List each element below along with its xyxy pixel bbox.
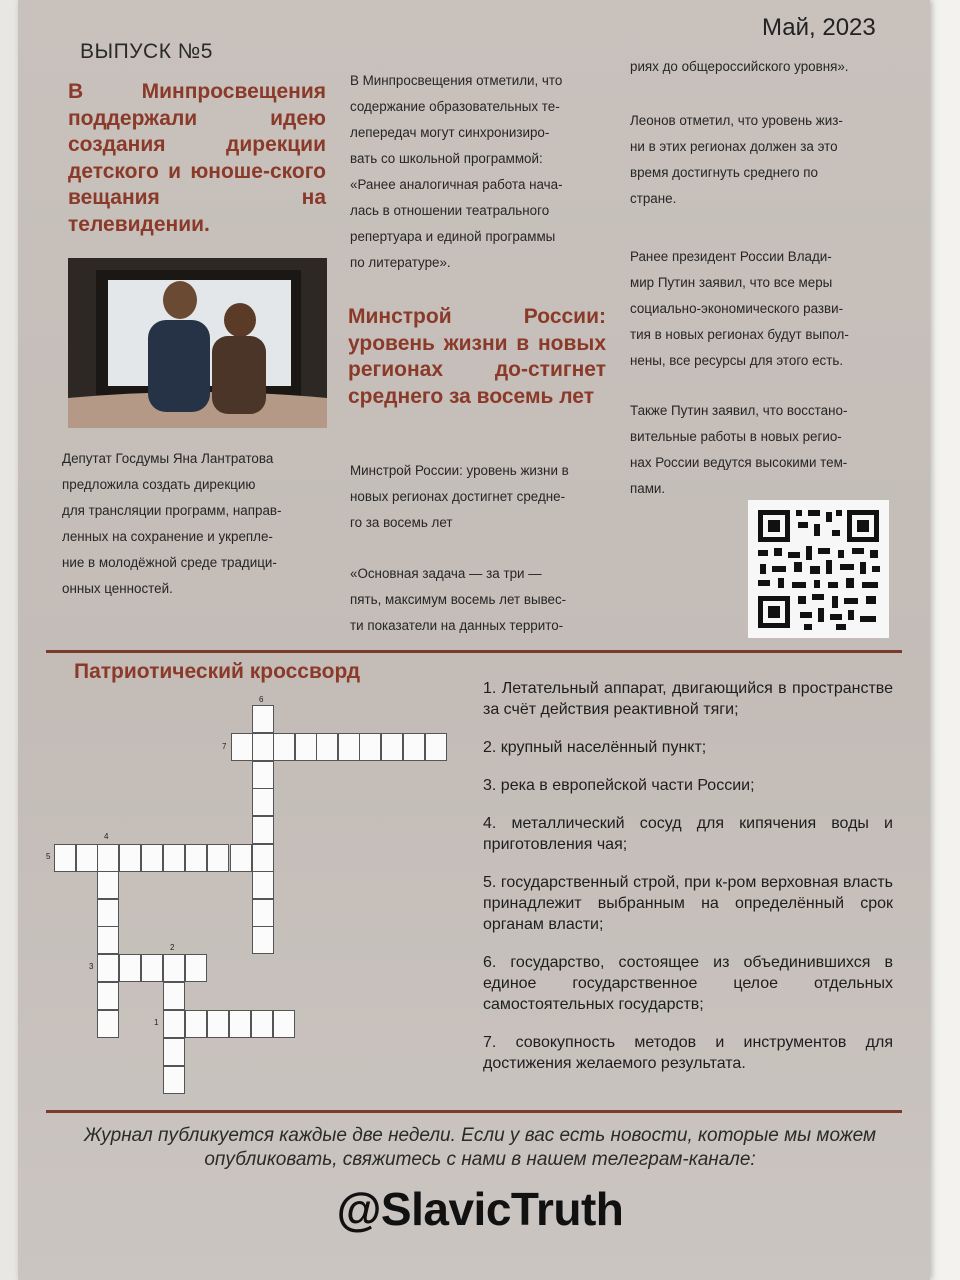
issue-number: ВЫПУСК №5 xyxy=(80,40,213,63)
crossword-cell[interactable] xyxy=(252,733,274,761)
crossword-cell[interactable] xyxy=(273,1010,295,1038)
crossword-cell[interactable] xyxy=(231,733,253,761)
lead-line: ние в молодёжной среде традици- xyxy=(62,555,277,570)
crossword-cell[interactable] xyxy=(316,733,338,761)
clue-2: 2. крупный населённый пункт; xyxy=(483,739,707,756)
footer-note: Журнал публикуется каждые две недели. Если у вас есть новости, которые мы можем опубликовать, свяжитесь с нами в нашем телеграм-канале: xyxy=(83,1125,877,1170)
issue-date: Май, 2023 xyxy=(762,14,876,41)
crossword-cell[interactable] xyxy=(252,899,274,927)
lead-line: Депутат Госдумы Яна Лантратова xyxy=(62,451,274,466)
clue-5: 5. государственный строй, при к-ром верховная власть принадлежит выбранным на определённый срок органам власти; xyxy=(483,874,893,933)
text-line: нены, все ресурсы для этого есть. xyxy=(630,353,844,368)
crossword-cell[interactable] xyxy=(229,1010,251,1038)
clue-6: 6. государство, состоящее из объединившихся в единое государственное целое отдельных самостоятельных государств; xyxy=(483,954,893,1013)
text-line: ти показатели на данных террито- xyxy=(350,618,564,633)
article1-lead xyxy=(62,446,324,602)
text-line: тия в новых регионах будут выпол- xyxy=(630,327,849,342)
article2-col3-a xyxy=(630,54,892,80)
background-paper xyxy=(930,0,960,1280)
children-tv-photo xyxy=(68,258,327,428)
crossword-cell[interactable] xyxy=(97,1010,119,1038)
text-line: лепередач могут синхронизиро- xyxy=(350,125,550,140)
crossword-number: 3 xyxy=(89,962,94,971)
text-line: вительные работы в новых регио- xyxy=(630,429,842,444)
qr-code[interactable] xyxy=(748,500,889,638)
text-line: Также Путин заявил, что восстано- xyxy=(630,403,848,418)
text-line: мир Путин заявил, что все меры xyxy=(630,275,833,290)
text-line: по литературе». xyxy=(350,255,451,270)
clue-3: 3. река в европейской части России; xyxy=(483,777,755,794)
crossword-cell[interactable] xyxy=(230,844,252,872)
crossword-cell[interactable] xyxy=(185,954,207,982)
lead-line: для трансляции программ, направ- xyxy=(62,503,282,518)
text-line: пами. xyxy=(630,481,666,496)
article1-continuation xyxy=(350,68,606,276)
text-line: ни в этих регионах должен за это xyxy=(630,139,838,154)
footer-divider xyxy=(46,1110,902,1113)
text-line: стране. xyxy=(630,191,677,206)
crossword-cell[interactable] xyxy=(207,844,229,872)
text-line: нах России ведутся высокими тем- xyxy=(630,455,848,470)
section-divider xyxy=(46,650,902,653)
crossword-cell[interactable] xyxy=(251,1010,273,1038)
crossword-cell[interactable] xyxy=(295,733,317,761)
text-line: время достигнуть среднего по xyxy=(630,165,818,180)
crossword-title: Патриотический кроссворд xyxy=(74,660,361,683)
crossword-number: 2 xyxy=(170,943,175,952)
crossword-number: 5 xyxy=(46,852,51,861)
crossword-number: 1 xyxy=(154,1018,159,1027)
crossword-cell[interactable] xyxy=(252,816,274,844)
crossword-cell[interactable] xyxy=(381,733,403,761)
lead-line: онных ценностей. xyxy=(62,581,173,596)
text-line: «Ранее аналогичная работа нача- xyxy=(350,177,563,192)
crossword-cell[interactable] xyxy=(359,733,381,761)
crossword-cell[interactable] xyxy=(252,871,274,899)
telegram-handle[interactable]: @SlavicTruth xyxy=(336,1183,624,1235)
crossword-cell[interactable] xyxy=(252,926,274,954)
crossword-cell[interactable] xyxy=(403,733,425,761)
crossword-cell[interactable] xyxy=(97,954,119,982)
crossword-cell[interactable] xyxy=(97,982,119,1010)
crossword-cell[interactable] xyxy=(273,733,295,761)
text-line: Леонов отметил, что уровень жиз- xyxy=(630,113,843,128)
text-line: репертуара и единой программы xyxy=(350,229,556,244)
crossword-cell[interactable] xyxy=(163,954,185,982)
text-line: лась в отношении театрального xyxy=(350,203,550,218)
crossword-cell[interactable] xyxy=(163,982,185,1010)
crossword-cell[interactable] xyxy=(119,844,141,872)
crossword-cell[interactable] xyxy=(97,844,119,872)
lead-line: предложила создать дирекцию xyxy=(62,477,256,492)
article1-headline: В Минпросвещения поддержали идею создания дирекции детского и юноше-ского вещания на телевидении. xyxy=(68,80,326,236)
clue-1: 1. Летательный аппарат, двигающийся в пространстве за счёт действия реактивной тяги; xyxy=(483,680,893,718)
crossword-cell[interactable] xyxy=(425,733,447,761)
crossword-cell[interactable] xyxy=(163,1038,185,1066)
text-line: социально-экономического разви- xyxy=(630,301,844,316)
crossword-number: 7 xyxy=(222,742,227,751)
crossword-cell[interactable] xyxy=(252,844,274,872)
crossword-cell[interactable] xyxy=(141,954,163,982)
crossword-cell[interactable] xyxy=(163,1066,185,1094)
crossword-clues xyxy=(483,678,893,1091)
crossword-cell[interactable] xyxy=(338,733,360,761)
crossword-number: 4 xyxy=(104,832,109,841)
article2-col3-d xyxy=(630,398,892,502)
text-line: риях до общероссийского уровня». xyxy=(630,59,849,74)
text-line: вать со школьной программой: xyxy=(350,151,543,166)
text-line: Ранее президент России Влади- xyxy=(630,249,832,264)
crossword-cell[interactable] xyxy=(252,761,274,789)
text-line: новых регионах достигнет средне- xyxy=(350,489,566,504)
crossword-cell[interactable] xyxy=(163,844,185,872)
article2-quote xyxy=(350,561,606,639)
text-line: содержание образовательных те- xyxy=(350,99,560,114)
crossword-cell[interactable] xyxy=(185,844,207,872)
article2-headline: Минстрой России: уровень жизни в новых регионах до-стигнет среднего за восемь лет xyxy=(348,305,606,408)
text-line: го за восемь лет xyxy=(350,515,453,530)
crossword-cell[interactable] xyxy=(119,954,141,982)
article2-col3-b xyxy=(630,108,892,212)
crossword-cell[interactable] xyxy=(54,844,76,872)
text-line: В Минпросвещения отметили, что xyxy=(350,73,563,88)
crossword-cell[interactable] xyxy=(252,788,274,816)
crossword-cell[interactable] xyxy=(141,844,163,872)
text-line: «Основная задача — за три — xyxy=(350,566,542,581)
clue-4: 4. металлический сосуд для кипячения воды и приготовления чая; xyxy=(483,815,893,853)
crossword-number: 6 xyxy=(259,695,264,704)
crossword-cell[interactable] xyxy=(163,1010,185,1038)
article2-lead xyxy=(350,458,606,536)
lead-line: ленных на сохранение и укрепле- xyxy=(62,529,273,544)
crossword-cell[interactable] xyxy=(252,705,274,733)
article2-col3-c xyxy=(630,244,892,374)
crossword-cell[interactable] xyxy=(207,1010,229,1038)
text-line: пять, максимум восемь лет вывес- xyxy=(350,592,567,607)
crossword-cell[interactable] xyxy=(97,899,119,927)
crossword-cell[interactable] xyxy=(76,844,98,872)
text-line: Минстрой России: уровень жизни в xyxy=(350,463,569,478)
crossword-cell[interactable] xyxy=(97,871,119,899)
clue-7: 7. совокупность методов и инструментов для достижения желаемого результата. xyxy=(483,1034,893,1072)
crossword-cell[interactable] xyxy=(97,926,119,954)
crossword-cell[interactable] xyxy=(185,1010,207,1038)
